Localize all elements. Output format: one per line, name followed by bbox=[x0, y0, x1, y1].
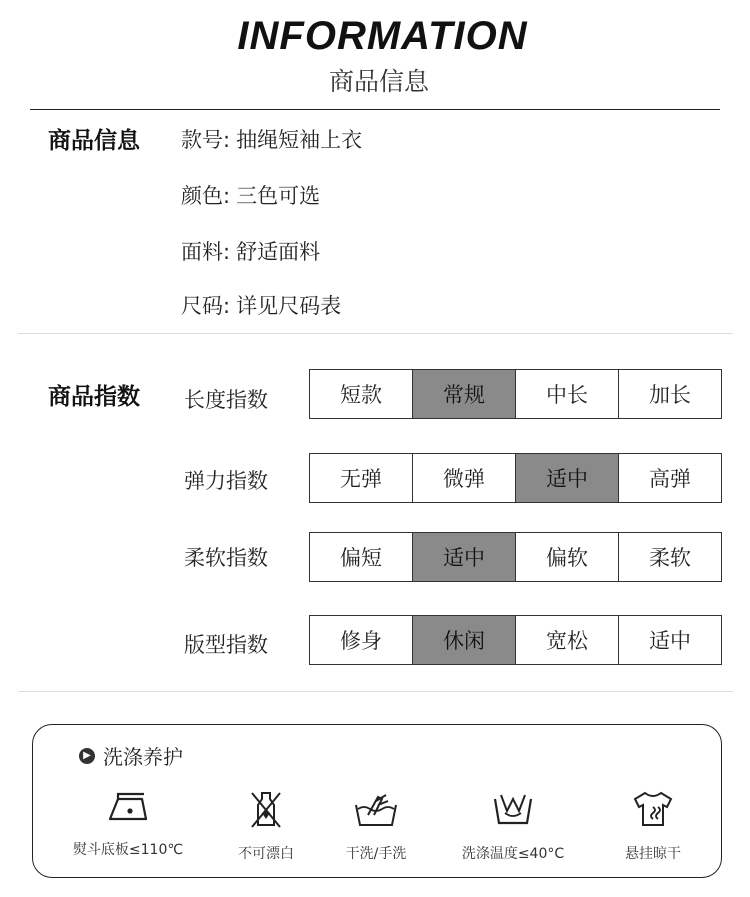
info-key: 款号: bbox=[181, 128, 231, 152]
info-row-fabric bbox=[181, 236, 320, 266]
care-panel bbox=[32, 724, 722, 878]
info-row-style bbox=[181, 124, 362, 154]
info-value: 舒适面料 bbox=[236, 240, 321, 264]
info-row-size bbox=[181, 290, 341, 320]
divider bbox=[18, 333, 733, 334]
info-value: 抽绳短袖上衣 bbox=[236, 128, 363, 152]
info-key: 面料: bbox=[181, 240, 231, 264]
scale-option: 适中 bbox=[516, 454, 619, 502]
divider bbox=[18, 691, 733, 692]
divider bbox=[30, 109, 720, 110]
index-label-length: 长度指数 bbox=[184, 388, 268, 412]
care-label: 干洗/手洗 bbox=[345, 846, 407, 862]
scale-option: 宽松 bbox=[516, 616, 619, 664]
index-scale-elasticity bbox=[309, 453, 722, 503]
hand-wash-icon bbox=[352, 789, 400, 829]
care-item-hand-wash bbox=[301, 789, 451, 863]
arrow-right-icon: ▶ bbox=[79, 748, 95, 764]
care-label: 洗涤温度≤40°C bbox=[461, 846, 565, 862]
care-title: 洗涤养护 bbox=[103, 745, 183, 769]
index-scale-fit bbox=[309, 615, 722, 665]
index-label-elasticity: 弹力指数 bbox=[184, 469, 268, 493]
info-key: 尺码: bbox=[181, 294, 231, 318]
scale-option: 适中 bbox=[413, 533, 516, 581]
info-value: 三色可选 bbox=[236, 184, 321, 208]
care-label: 不可漂白 bbox=[238, 846, 294, 862]
index-label-fit: 版型指数 bbox=[184, 633, 268, 657]
scale-option: 加长 bbox=[649, 383, 691, 407]
section-label-index: 商品指数 bbox=[48, 384, 140, 410]
care-item-wash-temp bbox=[438, 789, 588, 863]
scale-option: 柔软 bbox=[649, 546, 691, 570]
index-scale-softness bbox=[309, 532, 722, 582]
iron-icon bbox=[104, 789, 152, 825]
info-row-color bbox=[181, 180, 320, 210]
scale-option: 修身 bbox=[310, 616, 413, 664]
scale-option: 高弹 bbox=[649, 467, 691, 491]
section-label-info: 商品信息 bbox=[48, 128, 140, 154]
scale-option: 偏短 bbox=[310, 533, 413, 581]
page-title: INFORMATION bbox=[237, 14, 528, 58]
care-label: 悬挂晾干 bbox=[625, 846, 681, 862]
index-scale-length bbox=[309, 369, 722, 419]
scale-option: 偏软 bbox=[516, 533, 619, 581]
hang-dry-icon bbox=[629, 789, 677, 829]
care-label: 熨斗底板≤110℃ bbox=[72, 842, 184, 858]
care-item-iron bbox=[53, 789, 203, 859]
wash-temperature-icon bbox=[489, 789, 537, 829]
info-value: 详见尺码表 bbox=[236, 294, 342, 318]
scale-option: 无弹 bbox=[310, 454, 413, 502]
index-label-softness: 柔软指数 bbox=[184, 546, 268, 570]
care-header bbox=[79, 741, 183, 770]
scale-option: 常规 bbox=[413, 370, 516, 418]
scale-option: 适中 bbox=[649, 629, 691, 653]
scale-option: 微弹 bbox=[413, 454, 516, 502]
scale-option: 休闲 bbox=[413, 616, 516, 664]
scale-option: 中长 bbox=[516, 370, 619, 418]
scale-option: 短款 bbox=[310, 370, 413, 418]
page-subtitle: 商品信息 bbox=[328, 67, 429, 96]
info-key: 颜色: bbox=[181, 184, 231, 208]
no-bleach-icon bbox=[242, 789, 290, 829]
care-item-hang-dry bbox=[578, 789, 728, 863]
